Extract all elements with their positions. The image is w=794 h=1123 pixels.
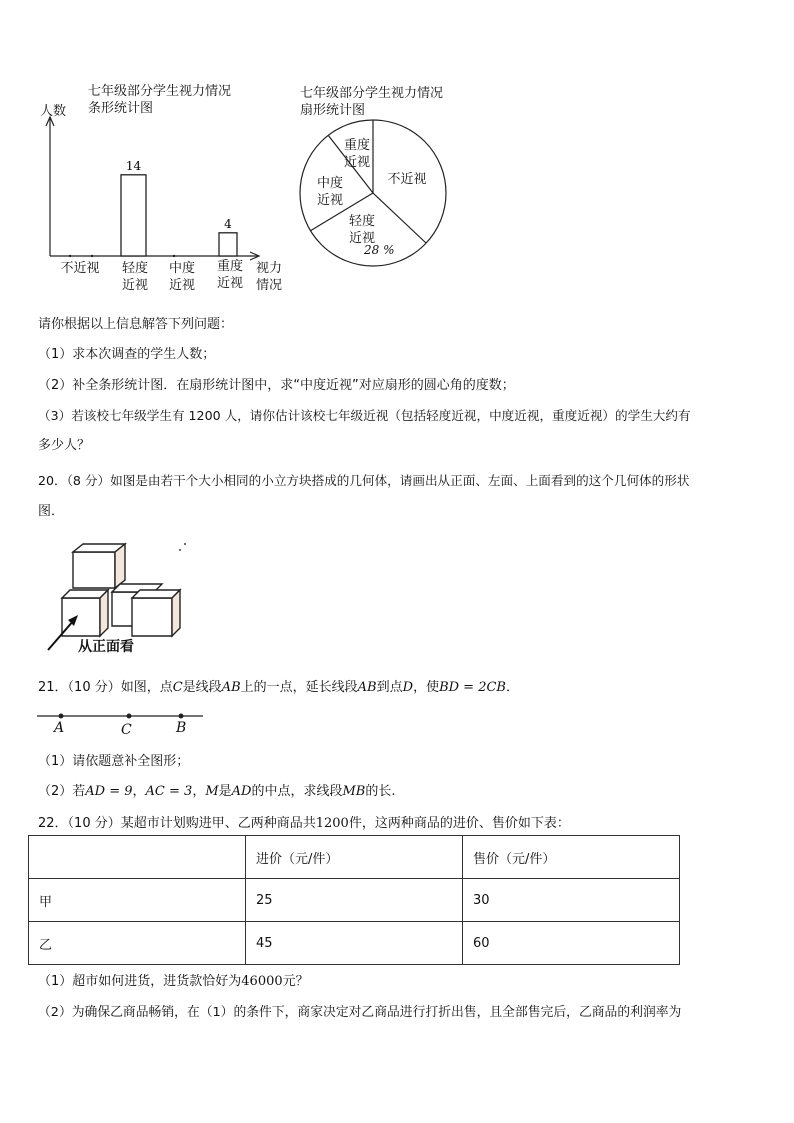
- bar-chart-x-axis-label: 视力 情况: [255, 261, 282, 293]
- q20-figure-caption: 从正面看: [78, 639, 134, 655]
- bar-empty-tick: [91, 255, 93, 257]
- q21-stem: 21．（10 分）如图，点C是线段AB上的一点，延长线段AB到点D，使BD = 2CB．: [38, 680, 519, 695]
- bar: [121, 175, 146, 256]
- table-cell: 甲: [29, 879, 246, 922]
- table-cell: 45: [246, 922, 463, 965]
- table-row: [29, 879, 680, 922]
- bar-empty-tick: [173, 255, 175, 257]
- pie-sector-label: 轻度 近视: [348, 214, 375, 246]
- table-cell: 30: [463, 879, 680, 922]
- bar-value-label: 4: [224, 216, 232, 231]
- q22-stem: 22．（10 分）某超市计划购进甲、乙两种商品共1200件，这两种商品的进价、售价如下表：: [38, 816, 570, 831]
- bar-value-label: 14: [125, 158, 142, 173]
- pie-sector-label: 不近视: [387, 172, 427, 187]
- q22-part1: （1）超市如何进货，进货款恰好为46000元？: [38, 974, 309, 989]
- bar-chart-y-axis-label: 人数: [40, 104, 67, 119]
- bar-category-label: 中度 近视: [168, 261, 195, 293]
- q19-part1: （1）求本次调查的学生人数；: [38, 347, 216, 362]
- pie-percent-label: 28 %: [364, 243, 395, 257]
- table-header-row: [29, 836, 680, 879]
- table-header-cell: 售价（元/件）: [463, 836, 680, 879]
- bar-category-label: 不近视: [60, 261, 100, 276]
- pie-chart-title-line2: 扇形统计图: [300, 103, 366, 118]
- q19-part3-line2: 多少人？: [38, 438, 91, 453]
- bar-empty-tick: [69, 255, 71, 257]
- price-table: [28, 835, 680, 965]
- bar-chart-marks: [69, 159, 237, 257]
- q22-part2: （2）为确保乙商品畅销，在（1）的条件下，商家决定对乙商品进行打折出售，且全部售完后，乙商品的利润率为: [38, 1005, 682, 1020]
- point-label-a: A: [54, 720, 65, 736]
- pie-chart-title-line1: 七年级部分学生视力情况: [300, 86, 444, 101]
- q21-part1: （1）请依题意补全图形；: [38, 754, 190, 769]
- bar-chart-title-line1: 七年级部分学生视力情况: [88, 84, 232, 99]
- q20-stem-line1: 20．（8 分）如图是由若干个大小相同的小立方块搭成的几何体，请画出从正面、左面、上面看到的这个几何体的形状: [38, 473, 690, 488]
- bar-category-label: 重度 近视: [216, 259, 243, 291]
- pie-sector-label: 重度 近视: [343, 138, 370, 170]
- q19-part2: （2）补全条形统计图．在扇形统计图中，求“中度近视”对应扇形的圆心角的度数；: [38, 378, 515, 393]
- table-cell: 60: [463, 922, 680, 965]
- table-cell: 25: [246, 879, 463, 922]
- table-header-cell: [29, 836, 246, 879]
- point-label-c: C: [121, 722, 132, 738]
- table-cell: 乙: [29, 922, 246, 965]
- bar: [219, 233, 237, 256]
- table-row: [29, 922, 680, 965]
- bar-category-label: 轻度 近视: [121, 261, 148, 293]
- q19-intro: 请你根据以上信息解答下列问题：: [38, 317, 234, 332]
- bar-chart-title-line2: 条形统计图: [88, 101, 154, 116]
- q21-part2: （2）若AD = 9，AC = 3，M是AD的中点，求线段MB的长.: [38, 784, 396, 799]
- q19-part3-line1: （3）若该校七年级学生有 1200 人，请你估计该校七年级近视（包括轻度近视，中度近视，重度近视）的学生大约有: [38, 408, 691, 423]
- q20-stem-line2: 图．: [38, 504, 65, 519]
- bar-chart-plot: [0, 0, 300, 300]
- point-label-b: B: [176, 720, 187, 736]
- table-header-cell: 进价（元/件）: [246, 836, 463, 879]
- pie-sector-label: 中度 近视: [316, 176, 343, 208]
